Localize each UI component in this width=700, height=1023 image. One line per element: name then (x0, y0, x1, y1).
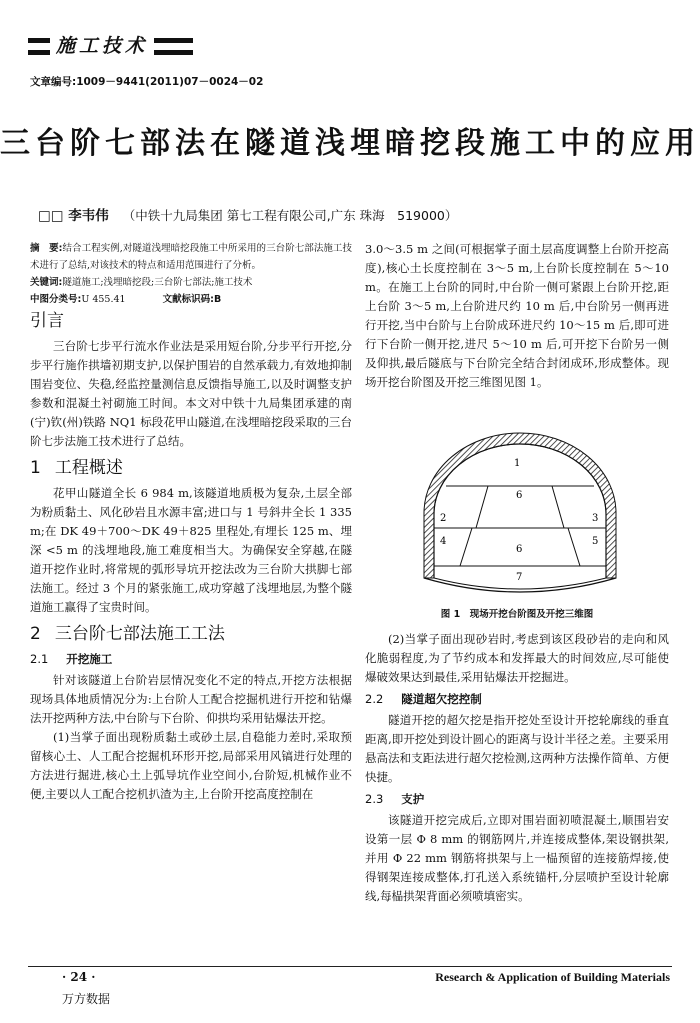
keywords-label: 关键词: (30, 277, 63, 288)
keywords-text: 隧道施工;浅埋暗挖段;三台阶七部法;施工技术 (62, 277, 253, 288)
doc-code-value: B (213, 294, 222, 305)
section-1-paragraph: 花甲山隧道全长 6 984 m,该隧道地质极为复杂,土层全部为粉质黏土、风化砂岩且水源丰富;进口与 1 号斜井全长 1 335 m;在 DK 49＋700～DK 49＋825 里程处,有埋长 125 m、埋深 <5 m 的浅埋地段,施工难度相当大。为确保安全穿越,在隧道开挖作业时,将常规的弧形导坑开挖法改为三台阶大拱脚七部法施工。经过 3 个月的紧张施工,成功穿越了浅埋地层,为整个隧道施工赢得了宝贵时间。 (30, 486, 352, 614)
fig-label-6a: 6 (516, 490, 523, 501)
excavation-figure (410, 428, 630, 598)
fig-label-3: 3 (592, 513, 599, 524)
section-2-number: 2 (30, 624, 41, 644)
article-number: 文章编号:1009－9441(2011)07－0024－02 (30, 76, 264, 88)
abstract (30, 240, 352, 274)
section-1-heading (30, 459, 352, 478)
subsection-2-2-number: 2.2 (365, 692, 384, 706)
abstract-text: 结合工程实例,对隧道浅埋暗挖段施工中所采用的三台阶七部法施工技术进行了总结,对该技术的特点和适用范围进行了分析。 (30, 243, 352, 271)
fig-label-7: 7 (516, 572, 523, 583)
clc-value: U 455.41 (81, 294, 126, 305)
journal-name: Research & Application of Building Materials (435, 970, 670, 984)
left-column (30, 240, 352, 804)
right-paragraph-sandstone: (2)当掌子面出现砂岩时,考虑到该区段砂岩的走向和风化脆弱程度,为了节约成本和发挥最大的时间效应,尽可能使爆破效果达到最佳,采用钻爆法开挖掘进。 (365, 632, 669, 684)
section-1-title: 工程概述 (54, 458, 123, 478)
figure-caption: 图 1 现场开挖台阶图及开挖三维图 (440, 609, 594, 620)
paper-title: 三台阶七部法在隧道浅埋暗挖段施工中的应用 (0, 126, 700, 161)
subsection-2-2-title: 隧道超欠挖控制 (401, 692, 482, 706)
author-line (38, 204, 457, 224)
page-number: · 24 · (62, 970, 96, 984)
right-column-bottom (365, 630, 669, 906)
classification (30, 291, 352, 308)
footer-rule (28, 966, 672, 967)
fig-label-5: 5 (592, 536, 599, 547)
clc-label: 中图分类号: (30, 294, 82, 305)
subsection-2-3-number: 2.3 (365, 792, 384, 806)
fig-label-1: 1 (514, 458, 521, 469)
subsection-2-1-number: 2.1 (30, 652, 49, 666)
author-affiliation: （中铁十九局集团 第七工程有限公司,广东 珠海 519000） (122, 208, 458, 223)
fig-label-4: 4 (440, 536, 447, 547)
abstract-label: 摘 要: (30, 243, 63, 254)
subsection-2-1-heading (30, 650, 352, 669)
doc-code-label: 文献标识码: (162, 294, 214, 305)
subsection-2-1-paragraph-1: 针对该隧道上台阶岩层情况变化不定的特点,开挖方法根据现场具体地质情况分为:上台阶人工配合挖掘机进行开挖和钻爆法开挖两种方法,中台阶与下台阶、仰拱均采用钻爆法开挖。 (30, 673, 352, 725)
fig-label-6b: 6 (516, 544, 523, 555)
lining-ring (424, 433, 616, 578)
author-name: □□ 李韦伟 (38, 208, 109, 224)
fig-label-2: 2 (440, 513, 447, 524)
section-banner (28, 32, 193, 60)
subsection-2-1-paragraph-2: (1)当掌子面出现粉质黏土或砂土层,自稳能力差时,采取预留核心土、人工配合挖掘机环形开挖,局部采用风镐进行处理的方法进行掘进,核心土上弧导坑作业空间小,台阶短,机械作业不便,主要以人工配合挖机扒渣为主,上台阶开挖高度控制在 (30, 730, 352, 801)
subsection-2-3-paragraph: 该隧道开挖完成后,立即对围岩面初喷混凝土,顺围岩安设第一层 Φ 8 mm 的钢筋网片,并连接成整体,架设钢拱架,并用 Φ 22 mm 钢筋将拱架与上一榀预留的连接筋焊接,使得钢架连接成整体,打孔送入系统锚杆,分层喷护至设计轮廓线,每榀拱架背面必须喷填密实。 (365, 813, 669, 903)
section-1-number: 1 (30, 458, 41, 478)
intro-heading: 引言 (30, 311, 64, 331)
subsection-2-1-title: 开挖施工 (66, 652, 113, 666)
right-column-top (365, 240, 669, 392)
subsection-2-3-heading (365, 790, 669, 809)
section-label: 施工技术 (50, 32, 154, 60)
right-paragraph-continued: 3.0～3.5 m 之间(可根据掌子面土层高度调整上台阶开挖高度),核心土长度控制在 3～5 m,上台阶长度控制在 5～10 m。在施工上台阶的同时,中台阶一侧可紧跟上台阶开挖,距上台阶 3～5 m,上台阶进尺约 10 m 后,中台阶另一侧再进行开挖,当中台阶与上台阶成环进尺约 10～15 m 后,即可进行下台阶一侧开挖,进尺 5～10 m 后,可开挖下台阶另一侧及仰拱,最后隧底与下台阶完全结合封闭成环,形成整体。现场开挖台阶图及开挖三维图见图 1。 (365, 242, 669, 389)
subsection-2-2-heading (365, 690, 669, 709)
subsection-2-2-paragraph: 隧道开挖的超欠挖是指开挖处至设计开挖轮廓线的垂直距离,即开挖处到设计圆心的距离与设计半径之差。主要采用悬高法和支距法进行超欠挖检测,这两种方法操作简单、方便快捷。 (365, 713, 669, 784)
subsection-2-3-title: 支护 (401, 792, 425, 806)
section-2-title: 三台阶七部法施工工法 (54, 624, 225, 644)
section-2-heading (30, 625, 352, 644)
watermark-text: 万方数据 (62, 992, 111, 1006)
keywords (30, 274, 352, 291)
intro-paragraph: 三台阶七步平行流水作业法是采用短台阶,分步平行开挖,分步平行施作拱墙初期支护,以保护围岩的自然承载力,有效地抑制围岩变位、失稳,经监控量测信息反馈指导施工,以及时调整支护参数和混凝土衬砌施工时间。本文对中铁十九局集团承建的南(宁)钦(州)铁路 NQ1 标段花甲山隧道,在浅埋暗挖段采取的三台阶七步法施工技术进行了总结。 (30, 339, 352, 448)
